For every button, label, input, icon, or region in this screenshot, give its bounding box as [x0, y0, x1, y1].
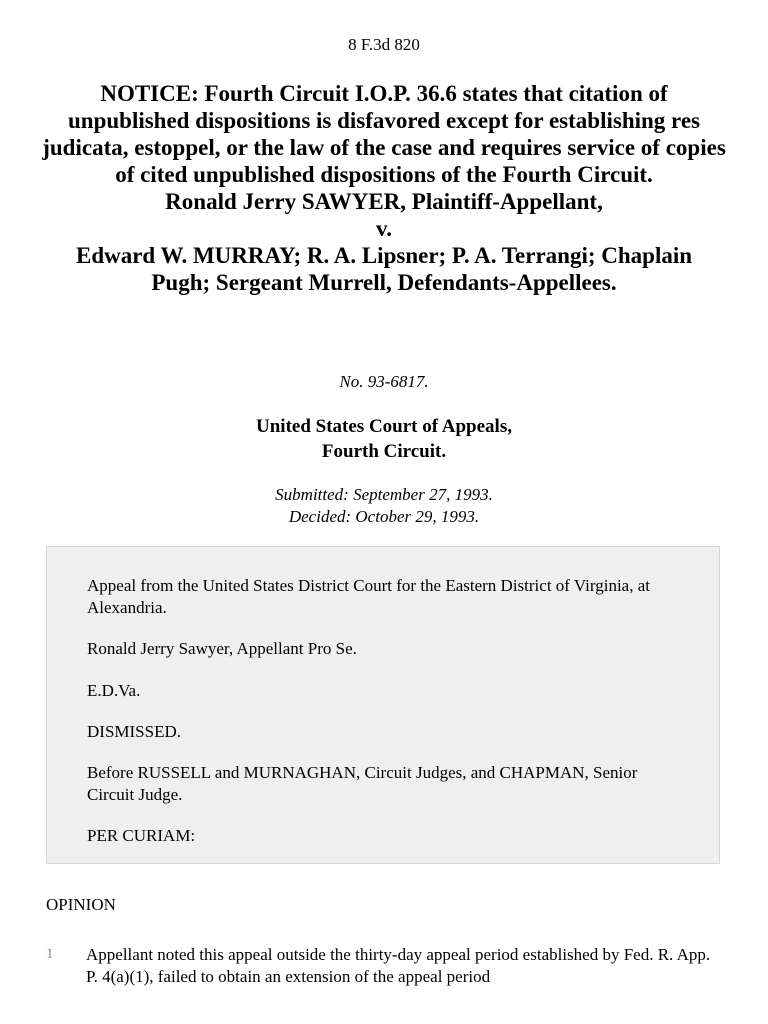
docket-number: No. 93-6817.	[339, 372, 429, 391]
per-curiam-text: PER CURIAM:	[87, 826, 196, 845]
appellant-name: Ronald Jerry SAWYER, Plaintiff-Appellant,	[165, 189, 603, 214]
district-text: E.D.Va.	[87, 681, 141, 700]
notice-text: NOTICE: Fourth Circuit I.O.P. 36.6 states that citation of unpublished dispositions is disfavored except for establishing res judicata, estoppel, or the law of the case and requires service of copies of cited unpublished dispositions of the Fourth Circuit.	[42, 81, 726, 187]
counsel-text: Ronald Jerry Sawyer, Appellant Pro Se.	[87, 639, 357, 658]
court-name	[0, 414, 768, 464]
appellees-line-1: Edward W. MURRAY; R. A. Lipsner; P. A. Terrangi; Chaplain	[75, 243, 693, 268]
reporter-citation: 8 F.3d 820	[348, 35, 420, 54]
court-name-line-1: United States Court of Appeals,	[256, 416, 512, 437]
court-name-line-2: Fourth Circuit.	[321, 441, 447, 462]
opinion-paragraph: Appellant noted this appeal outside the thirty-day appeal period established by Fed. R. App. P. 4(a)(1), failed to obtain an extension of the appeal period	[86, 945, 711, 986]
decided-date: Decided: October 29, 1993.	[288, 507, 480, 526]
disposition-text: DISMISSED.	[87, 722, 181, 741]
appellees-line-2: Pugh; Sergeant Murrell, Defendants-Appellees.	[151, 270, 617, 295]
case-summary-box	[46, 546, 720, 864]
paragraph-number: 1	[46, 946, 54, 962]
decision-dates	[0, 484, 768, 528]
case-caption	[40, 80, 728, 296]
submitted-date: Submitted: September 27, 1993.	[275, 485, 493, 504]
appeal-from-text: Appeal from the United States District Court for the Eastern District of Virginia, at Alexandria.	[87, 576, 651, 617]
opinion-heading: OPINION	[46, 895, 116, 914]
versus-label: v.	[376, 216, 392, 241]
panel-text: Before RUSSELL and MURNAGHAN, Circuit Judges, and CHAPMAN, Senior Circuit Judge.	[87, 763, 638, 804]
